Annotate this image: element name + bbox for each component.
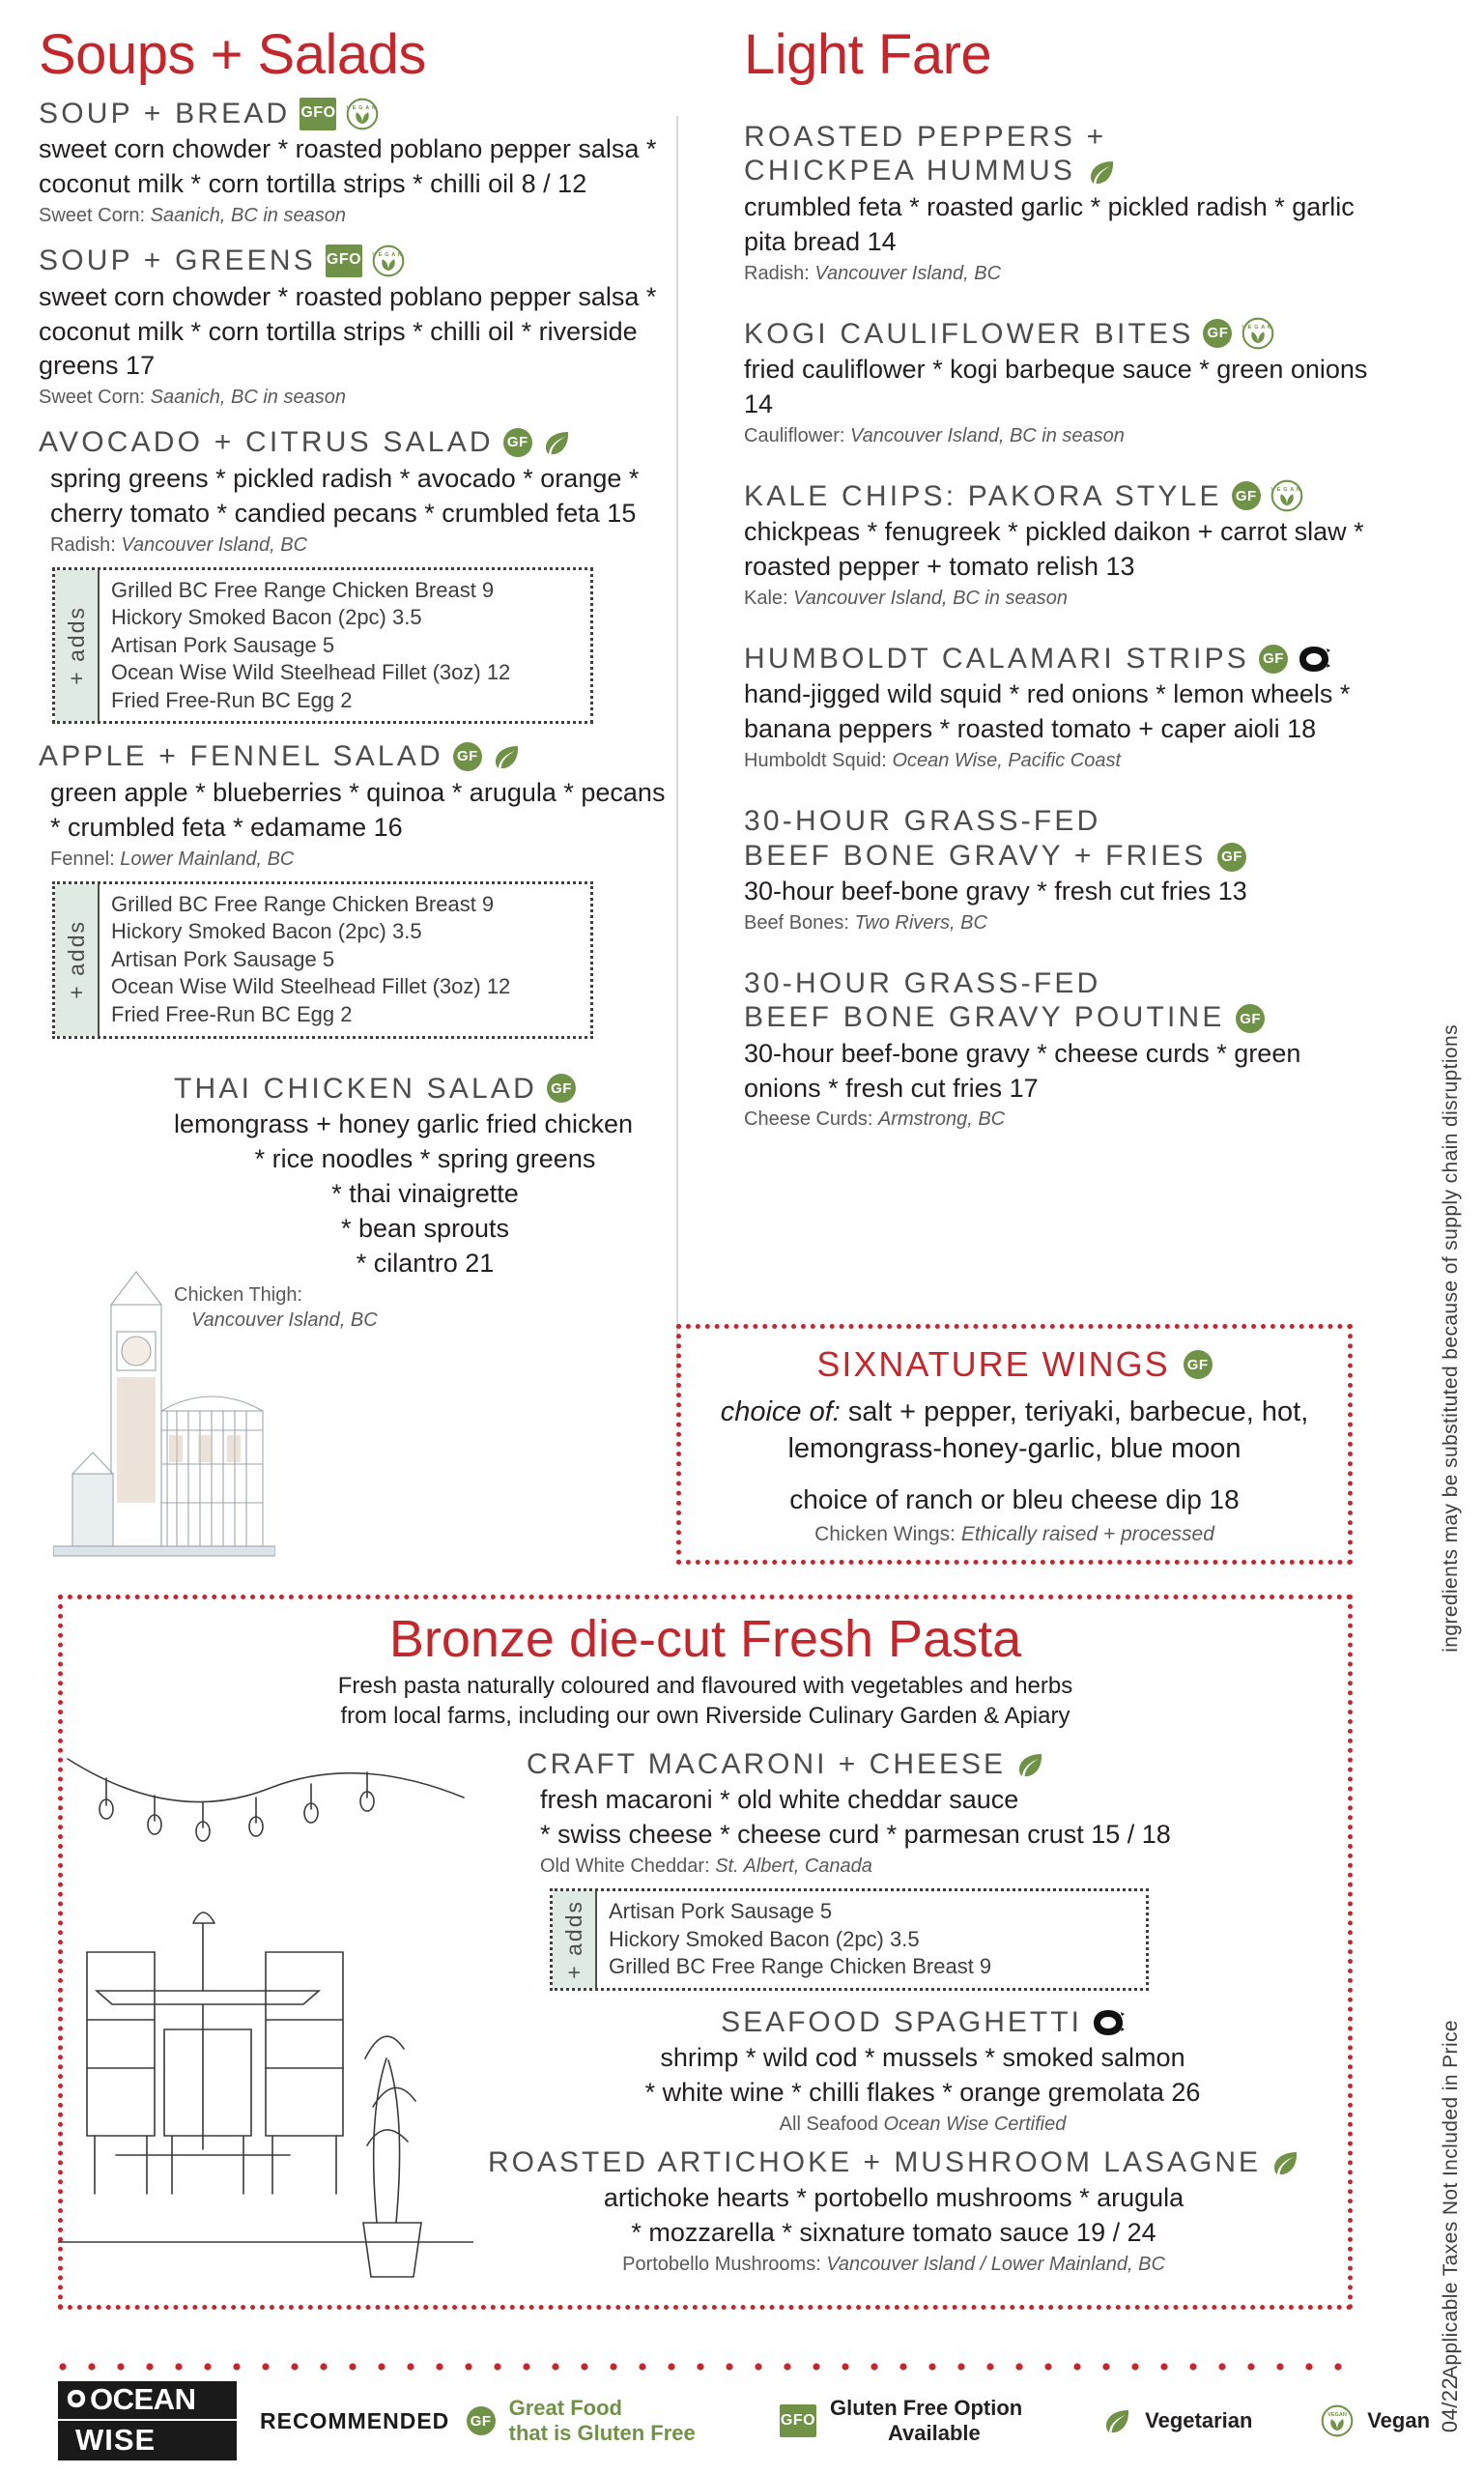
- column-divider: [676, 116, 678, 1392]
- menu-item-name-line: BEEF BONE GRAVY + FRIES GF: [744, 839, 1372, 873]
- menu-item-description: chickpeas * fenugreek * pickled daikon + carrot slaw * roasted pepper + tomato relish 13: [744, 517, 1364, 582]
- vegetarian-leaf-icon: [1102, 2407, 1131, 2434]
- adds-option: Hickory Smoked Bacon (2pc) 3.5: [111, 919, 422, 944]
- gf-icon: GF: [1184, 1350, 1213, 1379]
- source-value: Vancouver Island, BC: [191, 1309, 378, 1331]
- svg-text:VEGAN: VEGAN: [372, 251, 405, 258]
- wings-flavours-1: salt + pepper, teriyaki, barbecue, hot,: [847, 1396, 1309, 1427]
- menu-item-name: KOGI CAULIFLOWER BITES: [744, 317, 1194, 350]
- svg-text:VEGAN: VEGAN: [1270, 487, 1303, 494]
- pasta-section-title: Bronze die-cut Fresh Pasta: [388, 1610, 1022, 1668]
- description-line: shrimp * wild cod * mussels * smoked salmon: [660, 2042, 1185, 2072]
- menu-item-source: [39, 385, 676, 410]
- menu-item-name: KALE CHIPS: PAKORA STYLE: [744, 479, 1222, 512]
- gfo-icon: GFO: [300, 98, 336, 130]
- description-line: fresh macaroni * old white cheddar sauce: [540, 1785, 1019, 1815]
- source-value: Vancouver Island, BC in season: [850, 424, 1125, 446]
- gf-icon: GF: [1217, 843, 1246, 872]
- menu-item-soup-greens: [39, 244, 676, 410]
- source-value: Vancouver Island, BC in season: [793, 588, 1069, 609]
- wings-flavours-2: lemongrass-honey-garlic, blue moon: [787, 1432, 1241, 1464]
- legend-vegetarian: [1102, 2407, 1321, 2434]
- source-value: Lower Mainland, BC: [120, 848, 295, 870]
- menu-item-name: SEAFOOD SPAGHETTI: [721, 2005, 1082, 2038]
- source-label: Chicken Thigh:: [174, 1283, 303, 1306]
- gf-icon: GF: [467, 2406, 496, 2435]
- source-label: Kale:: [744, 588, 788, 609]
- menu-item-roasted-artichoke-mushroom-lasagne: [469, 2146, 1319, 2277]
- legend-gf-line-1: Great Food: [508, 2396, 622, 2421]
- menu-item-craft-macaroni-cheese: [527, 1748, 1319, 1991]
- vegan-icon: [1321, 2404, 1354, 2437]
- wings-title: SIXNATURE WINGS: [816, 1344, 1170, 1384]
- gf-icon: GF: [1259, 645, 1288, 674]
- menu-item-description: 30-hour beef-bone gravy * fresh cut fries 13: [744, 876, 1247, 906]
- menu-item-name-line: ROASTED PEPPERS +: [744, 121, 1107, 153]
- vegetarian-leaf-icon: [542, 429, 571, 456]
- adds-option: Ocean Wise Wild Steelhead Fillet (3oz) 12: [111, 974, 511, 999]
- menu-item-name-row: [527, 2006, 1319, 2039]
- menu-item-description: sweet corn chowder * roasted poblano pepper salsa * coconut milk * corn tortilla strips * chilli oil 8 / 12: [39, 134, 657, 199]
- gfo-icon: GFO: [326, 245, 362, 277]
- adds-option: Hickory Smoked Bacon (2pc) 3.5: [111, 605, 422, 630]
- adds-option: Fried Free-Run BC Egg 2: [111, 1002, 353, 1027]
- source-value: Saanich, BC in season: [150, 205, 346, 227]
- footer-divider-dots: [58, 2358, 1353, 2364]
- menu-item-source: [39, 203, 676, 228]
- menu-item-description: 30-hour beef-bone gravy * cheese curds * green onions * fresh cut fries 17: [744, 1038, 1301, 1103]
- description-line: * cilantro 21: [356, 1248, 495, 1278]
- adds-list: [597, 1891, 1001, 1988]
- source-label: Sweet Corn:: [39, 205, 146, 227]
- menu-item-name: APPLE + FENNEL SALAD: [39, 740, 443, 773]
- menu-item-description: crumbled feta * roasted garlic * pickled radish * garlic pita bread 14: [744, 191, 1355, 256]
- wings-choice-label: choice of:: [720, 1396, 841, 1427]
- legend-gluten-free-option: [780, 2396, 1102, 2446]
- adds-box: [52, 881, 593, 1039]
- menu-item-source: [744, 1107, 1372, 1132]
- legend-gf-text: [509, 2396, 696, 2446]
- source-value: St. Albert, Canada: [715, 1856, 872, 1878]
- description-line: * swiss cheese * cheese curd * parmesan crust 15 / 18: [540, 1820, 1171, 1850]
- menu-item-source: [39, 847, 676, 872]
- adds-tab: [55, 884, 100, 1036]
- source-value: Vancouver Island, BC: [814, 262, 1002, 284]
- menu-item-name-line: CHICKPEA HUMMUS: [744, 154, 1372, 187]
- legend-gfo-text: [830, 2396, 1022, 2446]
- menu-item-beef-bone-gravy-poutine: [744, 966, 1372, 1133]
- menu-item-name: SOUP + BREAD: [39, 98, 291, 129]
- gfo-icon: GFO: [780, 2404, 816, 2437]
- menu-item-name: CRAFT MACARONI + CHEESE: [527, 1748, 1007, 1781]
- legend-vegetarian-label: Vegetarian: [1145, 2408, 1253, 2433]
- wings-dip-option: choice of ranch or bleu cheese dip 18: [789, 1484, 1240, 1515]
- source-label: Chicken Wings:: [814, 1523, 956, 1546]
- menu-item-name: THAI CHICKEN SALAD: [174, 1072, 537, 1105]
- gf-icon: GF: [1203, 319, 1232, 348]
- source-label: Portobello Mushrooms:: [622, 2253, 821, 2275]
- menu-item-description: [469, 2181, 1319, 2251]
- menu-item-source: [527, 2112, 1319, 2137]
- adds-label: + adds: [560, 1900, 586, 1979]
- page-title-light-fare: Light Fare: [744, 23, 992, 86]
- ocean-wise-logo-top: OCEAN: [58, 2381, 237, 2419]
- menu-item-kogi-cauliflower-bites: [744, 317, 1372, 448]
- vegetarian-leaf-icon: [492, 743, 521, 770]
- gf-icon: GF: [547, 1074, 576, 1103]
- adds-label: + adds: [63, 606, 89, 685]
- footer-legend: [0, 2358, 1484, 2474]
- menu-item-name: HUMBOLDT CALAMARI STRIPS: [744, 643, 1249, 675]
- description-line: artichoke hearts * portobello mushrooms * arugula: [603, 2182, 1184, 2212]
- adds-option: Artisan Pork Sausage 5: [111, 632, 335, 657]
- adds-tab: [55, 570, 100, 722]
- source-value: Ocean Wise Certified: [883, 2113, 1067, 2135]
- menu-item-source: [527, 1854, 1319, 1879]
- ocean-wise-icon: [1092, 2008, 1125, 2037]
- menu-item-soup-bread: [39, 97, 676, 228]
- menu-item-seafood-spaghetti: [527, 2006, 1319, 2137]
- menu-item-source: [744, 586, 1372, 611]
- legend-ocean-wise: [58, 2381, 467, 2460]
- menu-item-beef-bone-gravy-fries: [744, 804, 1372, 935]
- ocean-wise-logo-bottom: WISE: [58, 2421, 237, 2460]
- source-label: Fennel:: [50, 848, 115, 870]
- menu-date: 04/22: [1438, 2377, 1462, 2433]
- source-value: Ethically raised + processed: [960, 1523, 1214, 1546]
- gf-icon: GF: [1236, 1004, 1265, 1033]
- vegan-icon: [1270, 479, 1303, 512]
- adds-option: Grilled BC Free Range Chicken Breast 9: [111, 891, 495, 916]
- menu-item-description: hand-jigged wild squid * red onions * lemon wheels * banana peppers * roasted tomato + caper aioli 18: [744, 679, 1351, 744]
- adds-option: Hickory Smoked Bacon (2pc) 3.5: [609, 1926, 920, 1951]
- menu-item-description: [174, 1108, 676, 1281]
- svg-text:VEGAN: VEGAN: [346, 104, 380, 111]
- vegetarian-leaf-icon: [1087, 158, 1116, 186]
- vegan-icon: [346, 98, 379, 130]
- vegetarian-leaf-icon: [1270, 2149, 1299, 2176]
- adds-tab: [553, 1891, 597, 1988]
- menu-item-avocado-citrus-salad: [39, 425, 676, 724]
- description-line: lemongrass + honey garlic fried chicken: [174, 1109, 633, 1139]
- ocean-wise-logo: [58, 2381, 237, 2460]
- source-label: Radish:: [50, 533, 116, 556]
- adds-option: Artisan Pork Sausage 5: [111, 946, 335, 971]
- menu-item-roasted-peppers-hummus: [744, 120, 1372, 286]
- menu-item-source: [39, 532, 676, 558]
- source-label: Radish:: [744, 262, 810, 284]
- taxes-note: Applicable Taxes Not Included in Price: [1440, 2020, 1462, 2380]
- source-value: Ocean Wise, Pacific Coast: [892, 750, 1122, 772]
- legend-vegan-label: Vegan: [1367, 2408, 1431, 2433]
- menu-item-kale-chips: [744, 479, 1372, 611]
- menu-item-source: [744, 748, 1372, 773]
- wings-choice-line-1: [699, 1395, 1330, 1431]
- menu-item-name: AVOCADO + CITRUS SALAD: [39, 426, 494, 459]
- vegan-icon: [372, 245, 405, 277]
- menu-item-name-line: 30-HOUR GRASS-FED: [744, 966, 1101, 999]
- adds-list: [100, 884, 520, 1036]
- description-line: * mozzarella * sixnature tomato sauce 19 / 24: [631, 2217, 1156, 2247]
- gf-icon: GF: [503, 428, 532, 457]
- light-fare-column: [744, 23, 1372, 1147]
- menu-item-source: [744, 261, 1372, 286]
- menu-item-name-line: BEEF BONE GRAVY POUTINE GF: [744, 1000, 1372, 1034]
- patio-illustration: [58, 1701, 473, 2281]
- vegan-icon: [1241, 317, 1274, 350]
- legend-gfo-line-1: Gluten Free Option: [829, 2396, 1023, 2421]
- source-value: Two Rivers, BC: [854, 911, 987, 934]
- description-line: * bean sprouts: [340, 1213, 510, 1243]
- adds-option: Fried Free-Run BC Egg 2: [111, 687, 353, 712]
- svg-text:VEGAN: VEGAN: [1241, 325, 1275, 331]
- ocean-wise-icon: [1298, 645, 1330, 674]
- source-value: Armstrong, BC: [877, 1108, 1006, 1131]
- adds-option: Grilled BC Free Range Chicken Breast 9: [111, 577, 495, 602]
- adds-label: + adds: [63, 920, 89, 1000]
- sixnature-wings-box: [676, 1324, 1353, 1565]
- source-label: Cauliflower:: [744, 424, 845, 446]
- description-line: * rice noodles * spring greens: [254, 1143, 596, 1173]
- vegetarian-leaf-icon: [1015, 1751, 1044, 1778]
- legend-gluten-free: [467, 2396, 780, 2446]
- menu-item-description: fried cauliflower * kogi barbeque sauce * green onions 14: [744, 354, 1368, 418]
- wings-source: [699, 1523, 1330, 1546]
- menu-item-source: [469, 2252, 1319, 2277]
- pasta-intro-line: Fresh pasta naturally coloured and flavoured with vegetables and herbs: [337, 1673, 1073, 1699]
- adds-box: [550, 1888, 1149, 1991]
- adds-option: Grilled BC Free Range Chicken Breast 9: [609, 1954, 992, 1979]
- ocean-wise-recommended-label: RECOMMENDED: [260, 2407, 450, 2433]
- supply-chain-note: ingredients may be substituted because of supply chain disruptions: [1440, 1024, 1462, 1653]
- source-value: Vancouver Island, BC: [121, 533, 308, 556]
- adds-box: [52, 567, 593, 725]
- legend-row: [58, 2381, 1430, 2460]
- adds-option: Artisan Pork Sausage 5: [609, 1899, 833, 1924]
- pasta-intro-line: from local farms, including our own Riverside Culinary Garden & Apiary: [340, 1703, 1070, 1730]
- menu-item-name: SOUP + GREENS: [39, 245, 316, 277]
- description-line: * white wine * chilli flakes * orange gremolata 26: [644, 2077, 1201, 2107]
- menu-item-source: [744, 910, 1372, 935]
- menu-item-name-row: [527, 1748, 1319, 1781]
- gf-icon: GF: [453, 742, 482, 771]
- adds-option: Ocean Wise Wild Steelhead Fillet (3oz) 12: [111, 660, 511, 685]
- menu-item-name: ROASTED ARTICHOKE + MUSHROOM LASAGNE: [487, 2145, 1262, 2178]
- gf-icon: GF: [1232, 481, 1261, 510]
- menu-item-humboldt-calamari-strips: [744, 642, 1372, 773]
- menu-item-description: green apple * blueberries * quinoa * arugula * pecans * crumbled feta * edamame 16: [50, 777, 666, 842]
- menu-item-description: [527, 1783, 1319, 1853]
- big-ben-illustration: [53, 1266, 275, 1585]
- menu-item-apple-fennel-salad: [39, 739, 676, 1038]
- wings-title-row: [699, 1344, 1330, 1385]
- menu-item-name-line: 30-HOUR GRASS-FED: [744, 805, 1101, 838]
- svg-text:VEGAN: VEGAN: [1327, 2411, 1348, 2418]
- menu-item-name-row: [469, 2146, 1319, 2179]
- source-value: Saanich, BC in season: [150, 387, 346, 409]
- page-title-soups-salads: Soups + Salads: [39, 23, 426, 86]
- description-line: * thai vinaigrette: [331, 1178, 519, 1208]
- soups-salads-column: [39, 23, 676, 1348]
- source-label: Beef Bones:: [744, 911, 849, 934]
- adds-list: [100, 570, 520, 722]
- legend-vegan: [1321, 2404, 1430, 2437]
- menu-item-source: [744, 423, 1372, 448]
- legend-gf-line-2: that is Gluten Free: [508, 2421, 696, 2445]
- source-label: Old White Cheddar:: [540, 1856, 710, 1878]
- source-label: Humboldt Squid:: [744, 750, 887, 772]
- source-label: Cheese Curds:: [744, 1108, 873, 1131]
- ocean-wise-mark-icon: [66, 2382, 87, 2417]
- source-label: Sweet Corn:: [39, 387, 146, 409]
- menu-item-description: sweet corn chowder * roasted poblano pepper salsa * coconut milk * corn tortilla strips * chilli oil * riverside greens 17: [39, 281, 657, 381]
- menu-item-description: [527, 2041, 1319, 2111]
- source-label: All Seafood: [779, 2113, 878, 2135]
- menu-item-description: spring greens * pickled radish * avocado * orange * cherry tomato * candied pecans * crumbled feta 15: [50, 463, 640, 528]
- legend-gfo-line-2: Available: [887, 2421, 981, 2445]
- source-value: Vancouver Island / Lower Mainland, BC: [826, 2253, 1165, 2275]
